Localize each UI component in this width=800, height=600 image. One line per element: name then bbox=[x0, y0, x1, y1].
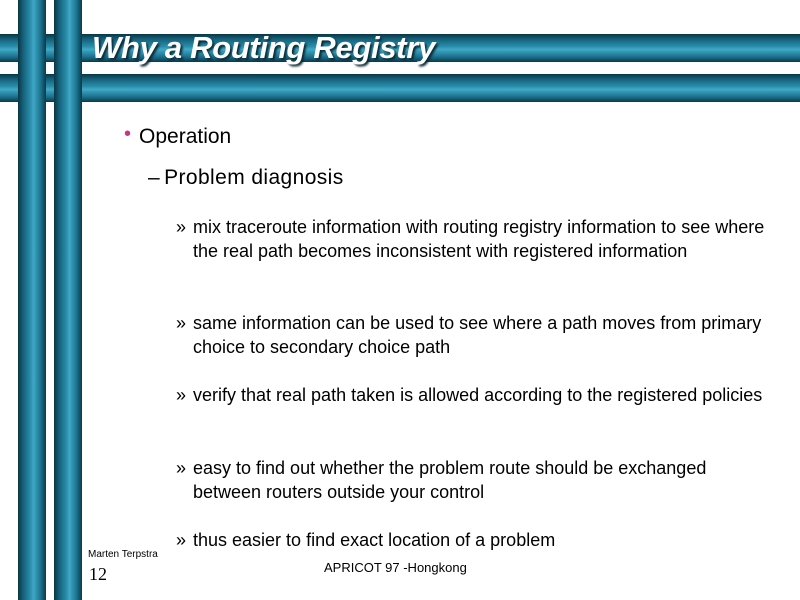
sub-bullet-text: easy to find out whether the problem route should be exchanged between routers outside your control bbox=[193, 458, 707, 502]
sub-bullet-marker: » bbox=[176, 458, 187, 478]
sub-bullet-marker: » bbox=[176, 530, 187, 550]
page-number: 12 bbox=[89, 564, 107, 584]
bullet-level2 bbox=[148, 166, 344, 190]
dash-marker: – bbox=[148, 166, 161, 189]
sub-bullet-4 bbox=[176, 456, 776, 504]
sub-bullet-marker: » bbox=[176, 313, 187, 333]
sub-bullet-text: verify that real path taken is allowed according to the registered policies bbox=[193, 385, 763, 405]
footer-author: Marten Terpstra bbox=[88, 549, 158, 560]
sub-bullet-text: mix traceroute information with routing registry information to see where the real path becomes inconsistent with registered information bbox=[193, 217, 765, 261]
sub-bullet-marker: » bbox=[176, 385, 187, 405]
bullet-level1-text: Operation bbox=[139, 125, 232, 148]
bullet-dot-icon: • bbox=[124, 123, 132, 145]
sub-bullet-5 bbox=[176, 528, 776, 552]
footer-event: APRICOT 97 -Hongkong bbox=[324, 560, 467, 575]
sub-bullet-2 bbox=[176, 311, 776, 359]
bullet-level2-text: Problem diagnosis bbox=[164, 166, 344, 189]
sub-bullet-3 bbox=[176, 383, 776, 407]
slide-title: Why a Routing Registry bbox=[92, 30, 436, 65]
bullet-level1 bbox=[124, 125, 231, 149]
sub-bullet-text: thus easier to find exact location of a problem bbox=[193, 530, 556, 550]
sub-bullet-1 bbox=[176, 215, 776, 263]
sub-bullet-text: same information can be used to see where a path moves from primary choice to secondary choice path bbox=[193, 313, 762, 357]
sub-bullet-marker: » bbox=[176, 217, 187, 237]
